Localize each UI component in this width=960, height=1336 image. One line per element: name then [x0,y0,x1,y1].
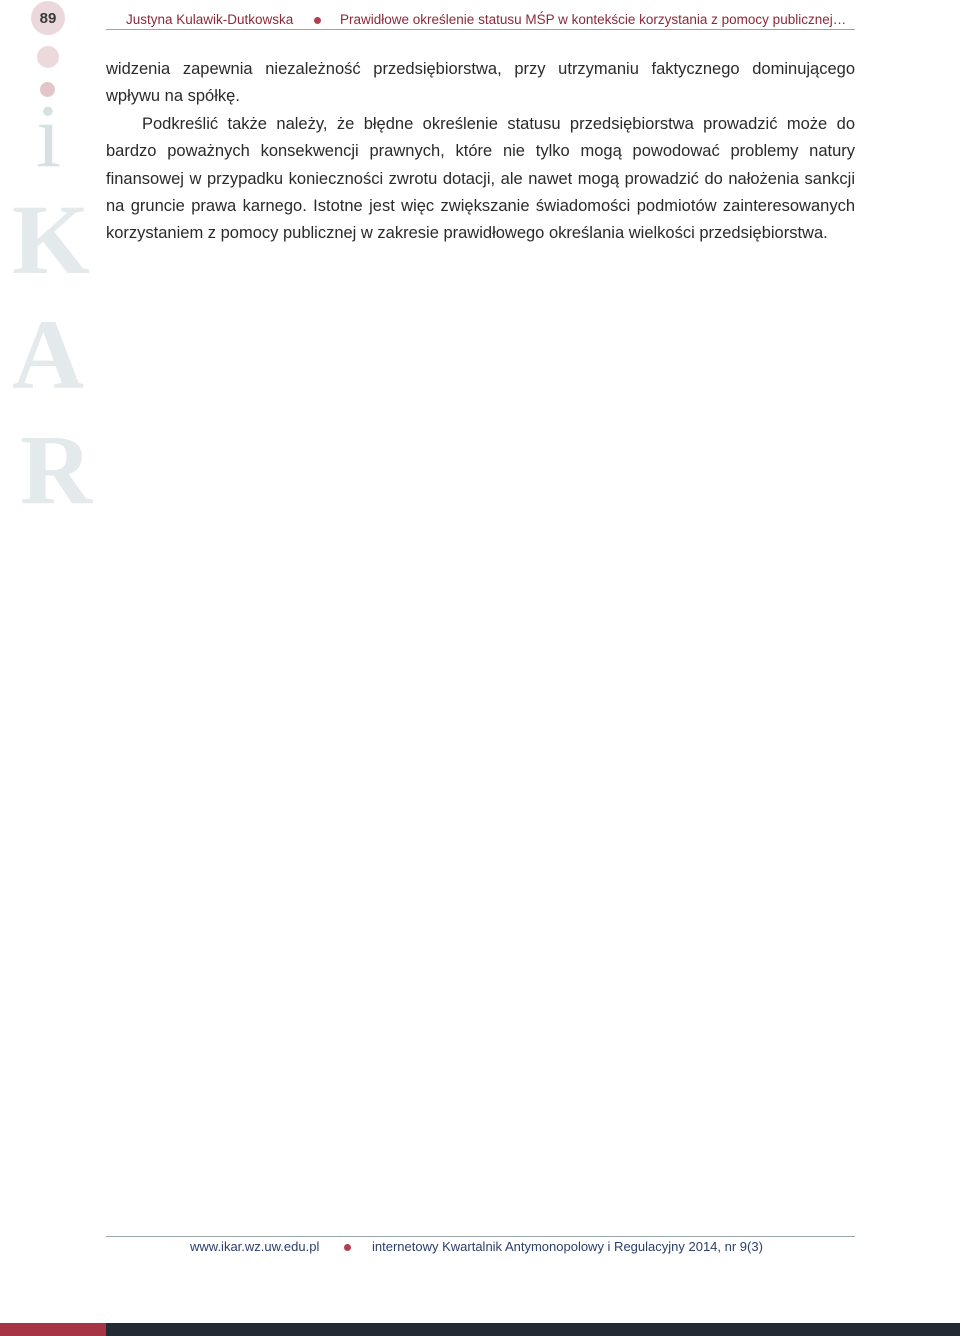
body-paragraph: Podkreślić także należy, że błędne określenie statusu przedsiębiorstwa prowadzić może do bardzo poważnych konsekwencji prawnych, które nie tylko mogą powodować problemy natury finansowej w przypadku konieczności zwrotu dotacji, ale nawet mogą prowadzić do nałożenia sankcji na gruncie prawa karnego. Istotne jest więc zwiększanie świadomości podmiotów zainteresowanych korzystaniem z pomocy publicznej w zakresie prawidłowego określania wielkości przedsiębiorstwa. [106,114,855,243]
bottom-dark-bar [106,1323,960,1336]
logo-letter-k: K [12,184,90,295]
header-divider [106,29,855,30]
logo-letter-i: i [36,87,62,186]
logo-letter-r: R [20,414,93,525]
article-body [106,56,855,248]
header-separator-dot [314,17,321,24]
page-number-badge [31,1,65,35]
decorative-dot [37,46,59,68]
footer-journal-name: internetowy Kwartalnik Antymonopolowy i Regulacyjny 2014, nr 9(3) [372,1239,763,1254]
footer-divider [106,1236,855,1237]
footer-url-link[interactable]: www.ikar.wz.uw.edu.pl [190,1239,320,1254]
body-paragraph: widzenia zapewnia niezależność przedsiębiorstwa, przy utrzymaniu faktycznego dominującego wpływu na spółkę. [106,60,855,106]
logo-letter-a: A [12,299,85,410]
page-number: 89 [39,9,57,27]
header-author: Justyna Kulawik-Dutkowska [126,12,294,27]
footer-separator-dot [344,1244,351,1251]
page-footer [106,1239,855,1257]
running-header [106,10,855,30]
header-article-title: Prawidłowe określenie statusu MŚP w kontekście korzystania z pomocy publicznej… [340,12,847,27]
bottom-accent-bar [0,1323,106,1336]
